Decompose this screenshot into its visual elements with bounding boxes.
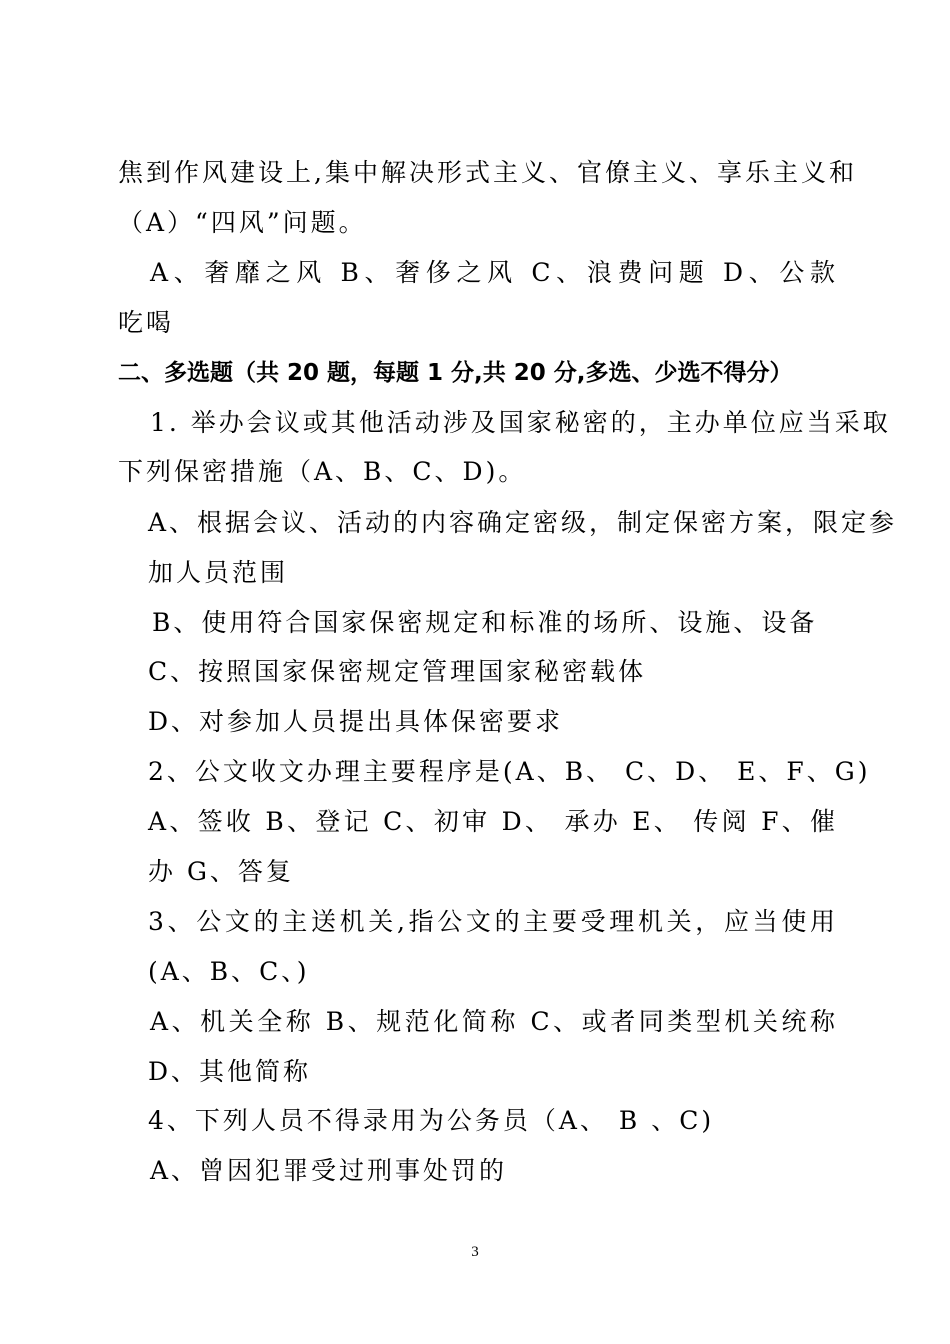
option-line: 办 G、答复 xyxy=(148,857,294,886)
option-line: D、其他简称 xyxy=(148,1057,312,1086)
option-line: D、对参加人员提出具体保密要求 xyxy=(148,707,564,736)
option-line: A、签收 B、登记 C、初审 D、 承办 E、 传阅 F、催 xyxy=(148,807,838,836)
question-line: 4、下列人员不得录用为公务员（A、 B 、C) xyxy=(148,1106,715,1135)
question-line: 3、公文的主送机关,指公文的主要受理机关，应当使用 xyxy=(148,907,838,936)
option-line: A、奢靡之风 B、奢侈之风 C、浪费问题 D、公款 xyxy=(150,258,838,287)
question-line: 下列保密措施（A、B、C、D)。 xyxy=(118,457,527,486)
option-line: A、机关全称 B、规范化简称 C、或者同类型机关统称 xyxy=(150,1007,838,1036)
question-line: 2、公文收文办理主要程序是(A、B、 C、D、 E、F、G) xyxy=(148,757,871,786)
text-line: （A）“四风”问题。 xyxy=(118,208,367,237)
text-line: 吃喝 xyxy=(118,308,175,337)
question-line: 1. 举办会议或其他活动涉及国家秘密的，主办单位应当采取 xyxy=(150,408,891,437)
option-line: C、按照国家保密规定管理国家秘密载体 xyxy=(148,657,647,686)
option-line: 加人员范围 xyxy=(148,558,289,587)
question-line: (A、B、C、) xyxy=(148,957,310,986)
page-number: 3 xyxy=(471,1244,479,1260)
option-line: A、根据会议、活动的内容确定密级，制定保密方案，限定参 xyxy=(148,508,898,537)
option-line: B、使用符合国家保密规定和标准的场所、设施、设备 xyxy=(152,608,818,637)
section-heading: 二、多选题（共 20 题，每题 1 分,共 20 分,多选、少选不得分） xyxy=(118,360,793,386)
text-line: 焦到作风建设上,集中解决形式主义、官僚主义、享乐主义和 xyxy=(118,158,857,187)
option-line: A、曾因犯罪受过刑事处罚的 xyxy=(150,1156,508,1185)
